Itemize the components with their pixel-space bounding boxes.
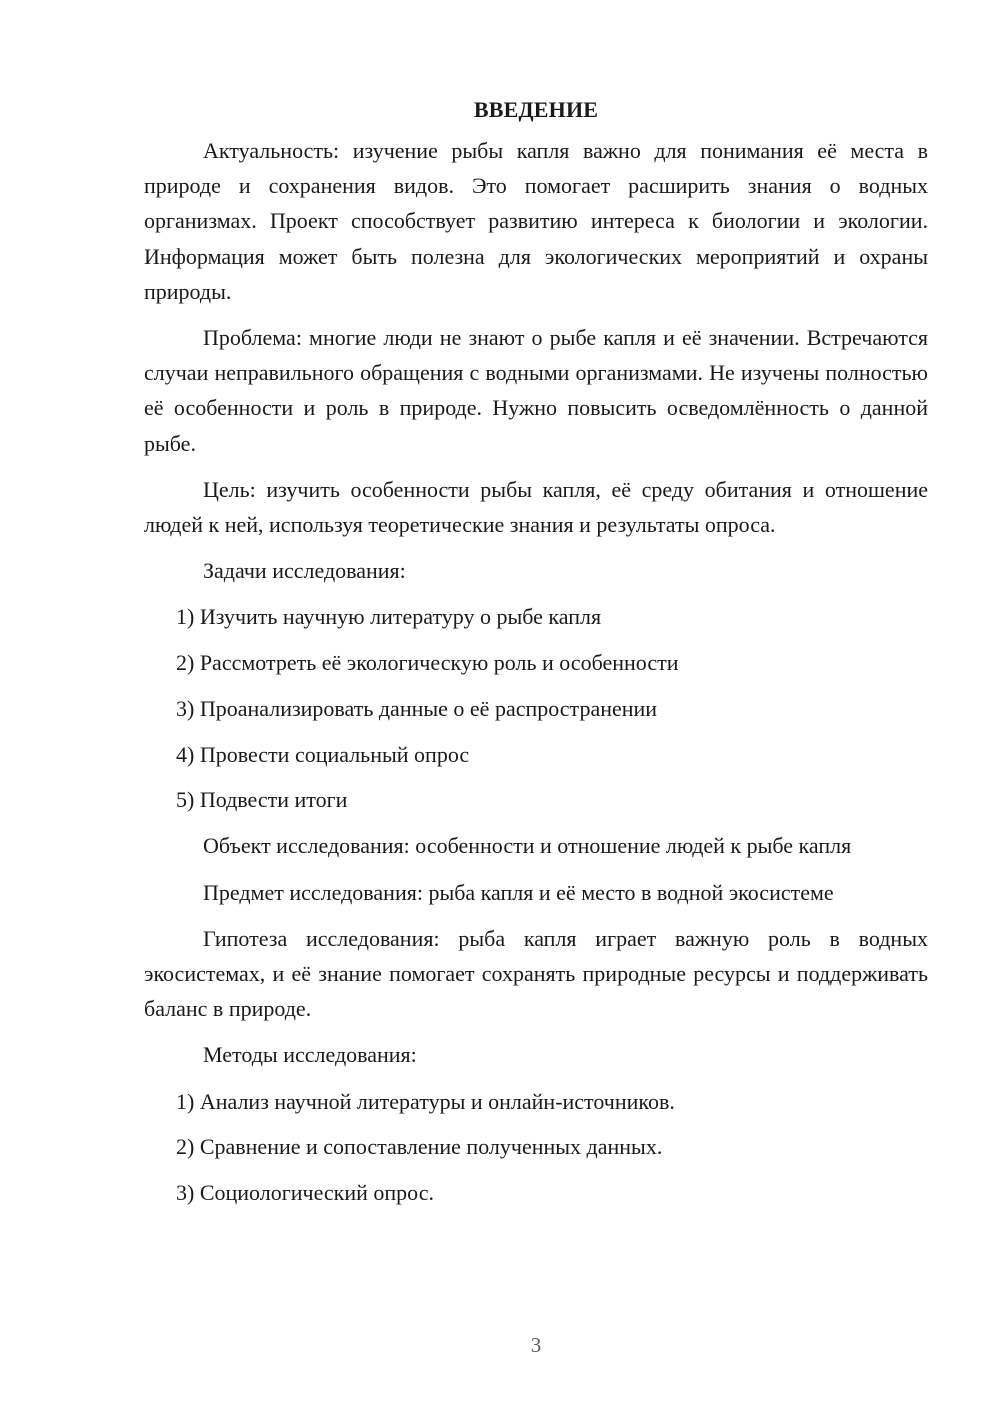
list-item: 5) Подвести итоги [176, 787, 348, 813]
list-item: 2) Рассмотреть её экологическую роль и особенности [176, 650, 679, 676]
list-item: 1) Анализ научной литературы и онлайн-источников. [176, 1088, 675, 1114]
tasks-heading: Задачи исследования: [203, 558, 406, 584]
methods-heading: Методы исследования: [203, 1042, 417, 1068]
list-item: 1) Изучить научную литературу о рыбе капля [176, 604, 602, 630]
page-title: ВВЕДЕНИЕ [473, 97, 599, 122]
subject-paragraph: Предмет исследования: рыба капля и её место в водной экосистеме [203, 879, 834, 905]
list-item: 2) Сравнение и сопоставление полученных данных. [176, 1134, 663, 1160]
hypothesis-paragraph: Гипотеза исследования: рыба капля играет важную роль в водных экосистемах, и её знание помогает сохранять природные ресурсы и поддерживать баланс в природе. [144, 925, 928, 1022]
tasks-list [144, 599, 928, 817]
methods-list [144, 1084, 928, 1211]
problem-paragraph: Проблема: многие люди не знают о рыбе капля и её значении. Встречаются случаи неправильного обращения с водными организмами. Не изучены полностью её особенности и роль в природе. Нужно повысить осведомлённость о данной рыбе. [144, 325, 928, 456]
page-number: 3 [530, 1333, 542, 1357]
relevance-paragraph: Актуальность: изучение рыбы капля важно для понимания её места в природе и сохранения видов. Это помогает расширить знания о водных организмах. Проект способствует развитию интереса к биологии и экологии. Информация может быть полезна для экологических мероприятий и охраны природы. [144, 138, 928, 304]
list-item: 3) Проанализировать данные о её распространении [176, 695, 658, 721]
document-page [144, 92, 928, 1221]
list-item: 3) Социологический опрос. [176, 1180, 434, 1206]
goal-paragraph: Цель: изучить особенности рыбы капля, её среду обитания и отношение людей к ней, используя теоретические знания и результаты опроса. [144, 476, 928, 538]
object-paragraph: Объект исследования: особенности и отношение людей к рыбе капля [203, 833, 852, 859]
list-item: 4) Провести социальный опрос [176, 741, 470, 767]
